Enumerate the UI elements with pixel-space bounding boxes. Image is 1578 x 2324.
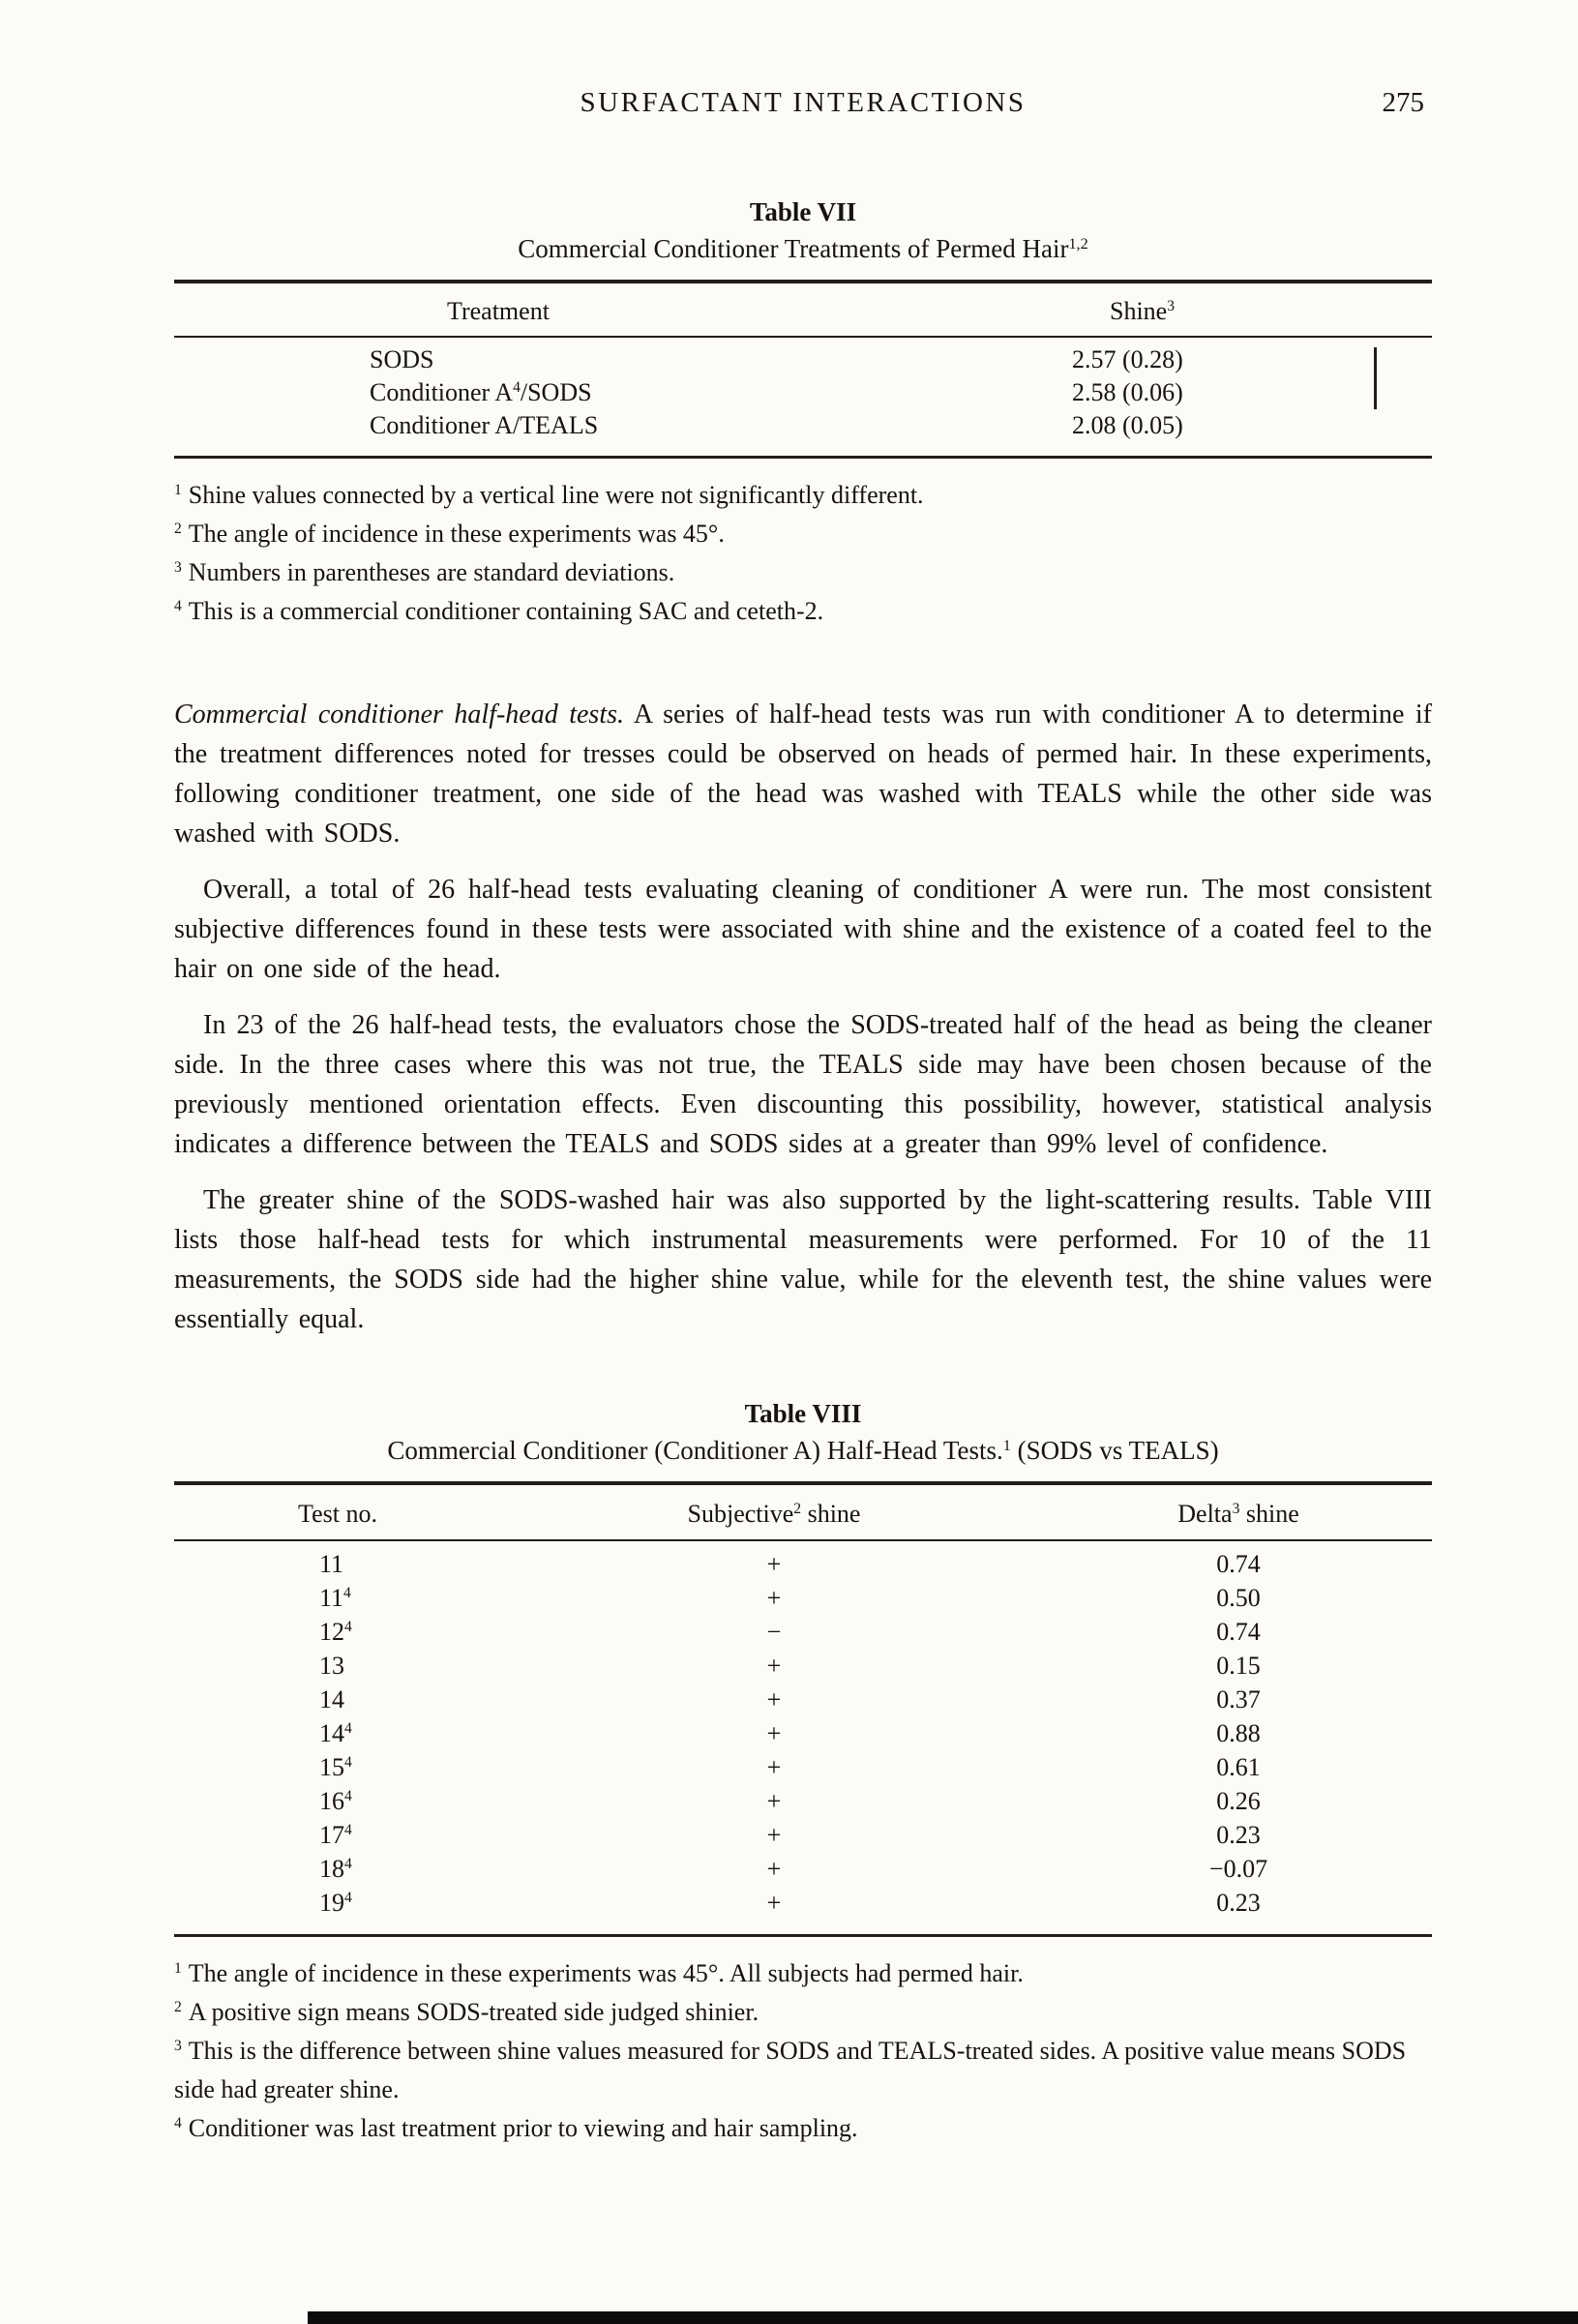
test-no-text: 19	[319, 1889, 344, 1917]
column-header-treatment: Treatment	[447, 297, 550, 325]
delta-shine-cell: 0.23	[1216, 1821, 1261, 1849]
footnote-marker: 2	[174, 521, 182, 538]
paragraph-half-head-tests	[174, 695, 1432, 853]
column-header-subjective-text-post: shine	[801, 1500, 861, 1528]
subjective-shine-cell: +	[766, 1719, 782, 1747]
table-row	[174, 1618, 1432, 1652]
table-viii-body	[174, 1541, 1432, 1934]
table-row	[174, 411, 1432, 444]
test-no-footnote-marker: 4	[344, 1822, 352, 1839]
table-viii-title: Table VIII	[744, 1399, 862, 1428]
test-no-footnote-marker: 4	[344, 1856, 352, 1873]
subjective-shine-cell: +	[766, 1584, 782, 1612]
subjective-shine-cell: +	[766, 1753, 782, 1781]
table-viii-rule-bottom	[174, 1934, 1432, 1937]
delta-shine-cell: 0.50	[1216, 1584, 1261, 1612]
footnote-marker: 2	[174, 1999, 182, 2016]
test-no-footnote-marker: 4	[344, 1754, 352, 1772]
subjective-shine-cell: +	[766, 1787, 782, 1815]
column-header-shine-footnote-marker: 3	[1167, 298, 1176, 315]
test-no-cell	[319, 1821, 352, 1850]
footnote	[174, 515, 1432, 553]
test-no-footnote-marker: 4	[344, 1619, 352, 1636]
column-header-delta-text: Delta	[1177, 1500, 1233, 1528]
test-no-text: 13	[319, 1652, 344, 1680]
delta-shine-cell: 0.74	[1216, 1550, 1261, 1578]
shine-cell: 2.58 (0.06)	[1072, 378, 1183, 406]
test-no-text: 14	[319, 1719, 344, 1747]
footnote-text: This is a commercial conditioner containing SAC and ceteth-2.	[188, 597, 824, 625]
subjective-shine-cell: +	[766, 1550, 782, 1578]
test-no-text: 12	[319, 1618, 344, 1646]
delta-shine-cell: 0.74	[1216, 1618, 1261, 1646]
page-content	[174, 0, 1432, 2148]
footnote-text: The angle of incidence in these experiments was 45°. All subjects had permed hair.	[188, 1959, 1024, 1987]
table-vii-subtitle-text: Commercial Conditioner Treatments of Permed Hair	[518, 234, 1069, 263]
treatment-footnote-marker: 4	[513, 379, 521, 397]
treatment-text-post: /SODS	[520, 378, 592, 406]
footnote-text: Numbers in parentheses are standard deviations.	[188, 558, 675, 586]
delta-shine-cell: −0.07	[1208, 1855, 1268, 1883]
treatment-text: Conditioner A	[370, 378, 514, 406]
running-head	[174, 87, 1432, 124]
test-no-cell	[319, 1685, 344, 1714]
running-head-title: SURFACTANT INTERACTIONS	[580, 87, 1027, 118]
delta-shine-cell: 0.23	[1216, 1889, 1261, 1917]
test-no-cell	[319, 1753, 352, 1782]
column-header-delta-shine	[1093, 1500, 1384, 1529]
body-text	[174, 695, 1432, 1339]
test-no-footnote-marker: 4	[344, 1720, 352, 1738]
subjective-shine-cell: −	[766, 1618, 782, 1646]
column-header-subjective-footnote-marker: 2	[793, 1501, 802, 1518]
column-header-subjective-shine	[629, 1500, 919, 1529]
paragraph-greater-shine: The greater shine of the SODS-washed hair was also supported by the light-scattering results. Table VIII lists those half-head tests for which instrumental measurements were performed. For 10 of the 11 measurements, the SODS side had the higher shine value, while for the eleventh test, the shine values were essentially equal.	[174, 1185, 1432, 1334]
test-no-text: 18	[319, 1855, 344, 1883]
paragraph-lead-italic: Commercial conditioner half-head tests.	[174, 700, 624, 730]
table-viii	[174, 1399, 1432, 2148]
table-viii-header-row	[174, 1485, 1432, 1539]
footnote-text: This is the difference between shine values measured for SODS and TEALS-treated sides. A positive value means SODS side had greater shine.	[174, 2037, 1407, 2103]
subjective-shine-cell: +	[766, 1889, 782, 1917]
delta-shine-cell: 0.88	[1216, 1719, 1261, 1747]
table-vii-rule-bottom	[174, 456, 1432, 459]
test-no-footnote-marker: 4	[344, 1890, 352, 1907]
table-vii-title: Table VII	[749, 197, 857, 226]
delta-shine-cell: 0.37	[1216, 1685, 1261, 1713]
footnote-text: The angle of incidence in these experiments was 45°.	[188, 520, 725, 548]
subjective-shine-cell: +	[766, 1652, 782, 1680]
table-row	[174, 1685, 1432, 1719]
test-no-text: 15	[319, 1753, 344, 1781]
table-row	[174, 1855, 1432, 1889]
table-viii-subtitle-text-post: (SODS vs TEALS)	[1010, 1436, 1219, 1465]
subjective-shine-cell: +	[766, 1821, 782, 1849]
treatment-cell	[370, 345, 433, 374]
table-row	[174, 1787, 1432, 1821]
paragraph-text: A series of half-head tests was run with conditioner A to determine if the treatment differences noted for tresses could be observed on heads of permed hair. In these experiments, following conditioner treatment, one side of the head was washed with TEALS while the other side was washed with SODS.	[174, 700, 1432, 849]
footnote	[174, 1954, 1432, 1993]
table-vii-subtitle-footnote-marker: 1,2	[1068, 235, 1088, 253]
footnote	[174, 1993, 1432, 2032]
table-vii-subtitle	[174, 234, 1432, 264]
test-no-text: 14	[319, 1685, 344, 1713]
table-viii-subtitle-footnote-marker: 1	[1002, 1437, 1011, 1455]
test-no-text: 11	[319, 1550, 344, 1578]
table-viii-footnotes	[174, 1954, 1432, 2148]
test-no-cell	[319, 1584, 351, 1613]
footnote	[174, 2109, 1432, 2148]
test-no-text: 11	[319, 1584, 344, 1612]
table-viii-subtitle	[174, 1436, 1432, 1466]
table-row	[174, 1889, 1432, 1922]
test-no-cell	[319, 1652, 344, 1681]
footnote-text: Shine values connected by a vertical line were not significantly different.	[188, 481, 924, 509]
significance-bracket	[1374, 347, 1377, 409]
test-no-cell	[319, 1889, 352, 1918]
delta-shine-cell: 0.26	[1216, 1787, 1261, 1815]
footnote-text: A positive sign means SODS-treated side judged shinier.	[188, 1998, 759, 2026]
test-no-cell	[319, 1550, 343, 1579]
footnote	[174, 592, 1432, 631]
shine-cell: 2.08 (0.05)	[1072, 411, 1183, 439]
test-no-cell	[319, 1787, 352, 1816]
footnote	[174, 2032, 1432, 2109]
table-row	[174, 1821, 1432, 1855]
footnote-marker: 4	[174, 2115, 182, 2132]
paragraph-overall: Overall, a total of 26 half-head tests evaluating cleaning of conditioner A were run. The most consistent subjective differences found in these tests were associated with shine and the existence of a coated feel to the hair on one side of the head.	[174, 875, 1432, 984]
delta-shine-cell: 0.15	[1216, 1652, 1261, 1680]
scan-edge-artifact	[308, 2311, 1578, 2324]
footnote	[174, 553, 1432, 592]
test-no-text: 16	[319, 1787, 344, 1815]
column-header-delta-footnote-marker: 3	[1232, 1501, 1240, 1518]
page-number: 275	[1382, 87, 1424, 118]
shine-cell: 2.57 (0.28)	[1072, 345, 1183, 373]
table-row	[174, 1652, 1432, 1685]
test-no-text: 17	[319, 1821, 344, 1849]
table-row	[174, 1753, 1432, 1787]
table-vii-body	[174, 338, 1432, 456]
footnote-marker: 4	[174, 598, 182, 615]
treatment-cell	[370, 411, 598, 440]
subjective-shine-cell: +	[766, 1855, 782, 1883]
column-header-shine	[1110, 297, 1175, 326]
treatment-cell	[370, 378, 592, 407]
table-row	[174, 1719, 1432, 1753]
table-viii-subtitle-text: Commercial Conditioner (Conditioner A) Half-Head Tests.	[387, 1436, 1003, 1465]
treatment-text: SODS	[370, 345, 434, 373]
column-header-delta-text-post: shine	[1239, 1500, 1299, 1528]
column-header-test-no: Test no.	[298, 1500, 377, 1528]
test-no-footnote-marker: 4	[344, 1788, 352, 1805]
table-vii-footnotes	[174, 476, 1432, 631]
footnote	[174, 476, 1432, 515]
footnote-marker: 3	[174, 559, 182, 577]
table-row	[174, 345, 1432, 378]
footnote-marker: 3	[174, 2038, 182, 2055]
column-header-shine-text: Shine	[1110, 297, 1168, 325]
treatment-text: Conditioner A/TEALS	[370, 411, 599, 439]
table-row	[174, 1550, 1432, 1584]
test-no-cell	[319, 1855, 352, 1884]
subjective-shine-cell: +	[766, 1685, 782, 1713]
table-vii-header-row	[174, 283, 1432, 336]
footnote-marker: 1	[174, 1960, 182, 1978]
footnote-marker: 1	[174, 482, 182, 499]
paragraph-in-23-of-26: In 23 of the 26 half-head tests, the evaluators chose the SODS-treated half of the head as being the cleaner side. In the three cases where this was not true, the TEALS side may have been chosen because of the previously mentioned orientation effects. Even discounting this possibility, however, statistical analysis indicates a difference between the TEALS and SODS sides at a greater than 99% level of confidence.	[174, 1010, 1432, 1159]
table-vii	[174, 197, 1432, 631]
test-no-cell	[319, 1719, 352, 1748]
table-row	[174, 1584, 1432, 1618]
table-row	[174, 378, 1432, 411]
delta-shine-cell: 0.61	[1216, 1753, 1261, 1781]
test-no-footnote-marker: 4	[343, 1585, 351, 1602]
column-header-subjective-text: Subjective	[687, 1500, 794, 1528]
footnote-text: Conditioner was last treatment prior to viewing and hair sampling.	[188, 2114, 858, 2142]
test-no-cell	[319, 1618, 352, 1647]
